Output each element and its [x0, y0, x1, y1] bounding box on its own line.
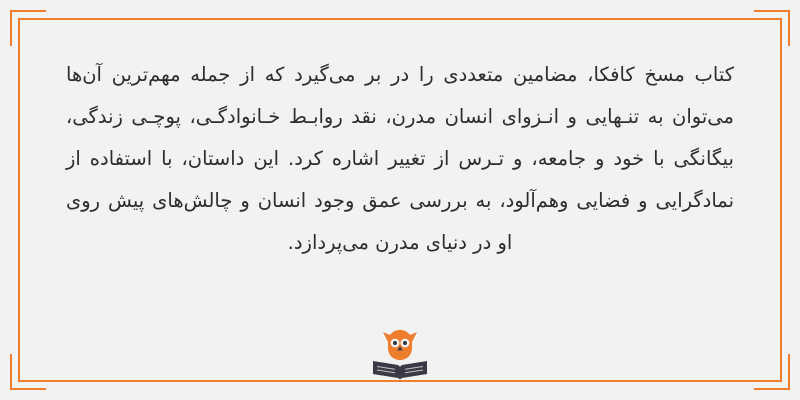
frame-corner-top-right [754, 10, 790, 46]
owl-on-open-book-icon [369, 328, 431, 382]
frame-corner-top-left [10, 10, 46, 46]
emblem [0, 328, 800, 382]
body-paragraph: کتاب مسخ کافکا، مضامین متعددی را در بر می‌گیرد که از جمله مهم‌ترین آن‌ها می‌توان به تنـهایی و انـزوای انسان مدرن، نقد روابـط خـانوادگـی، پوچـی زندگی، بیگانگی با خود و جامعه، و تـرس از تغییر اشاره کرد. این داستان، با استفاده از نمادگرایی و فضایی وهم‌آلود، به بررسی عمق وجود انسان و چالش‌های پیش روی او در دنیای مدرن می‌پردازد. [66, 63, 734, 254]
content-area [56, 54, 744, 346]
frame-top-border [18, 18, 782, 20]
